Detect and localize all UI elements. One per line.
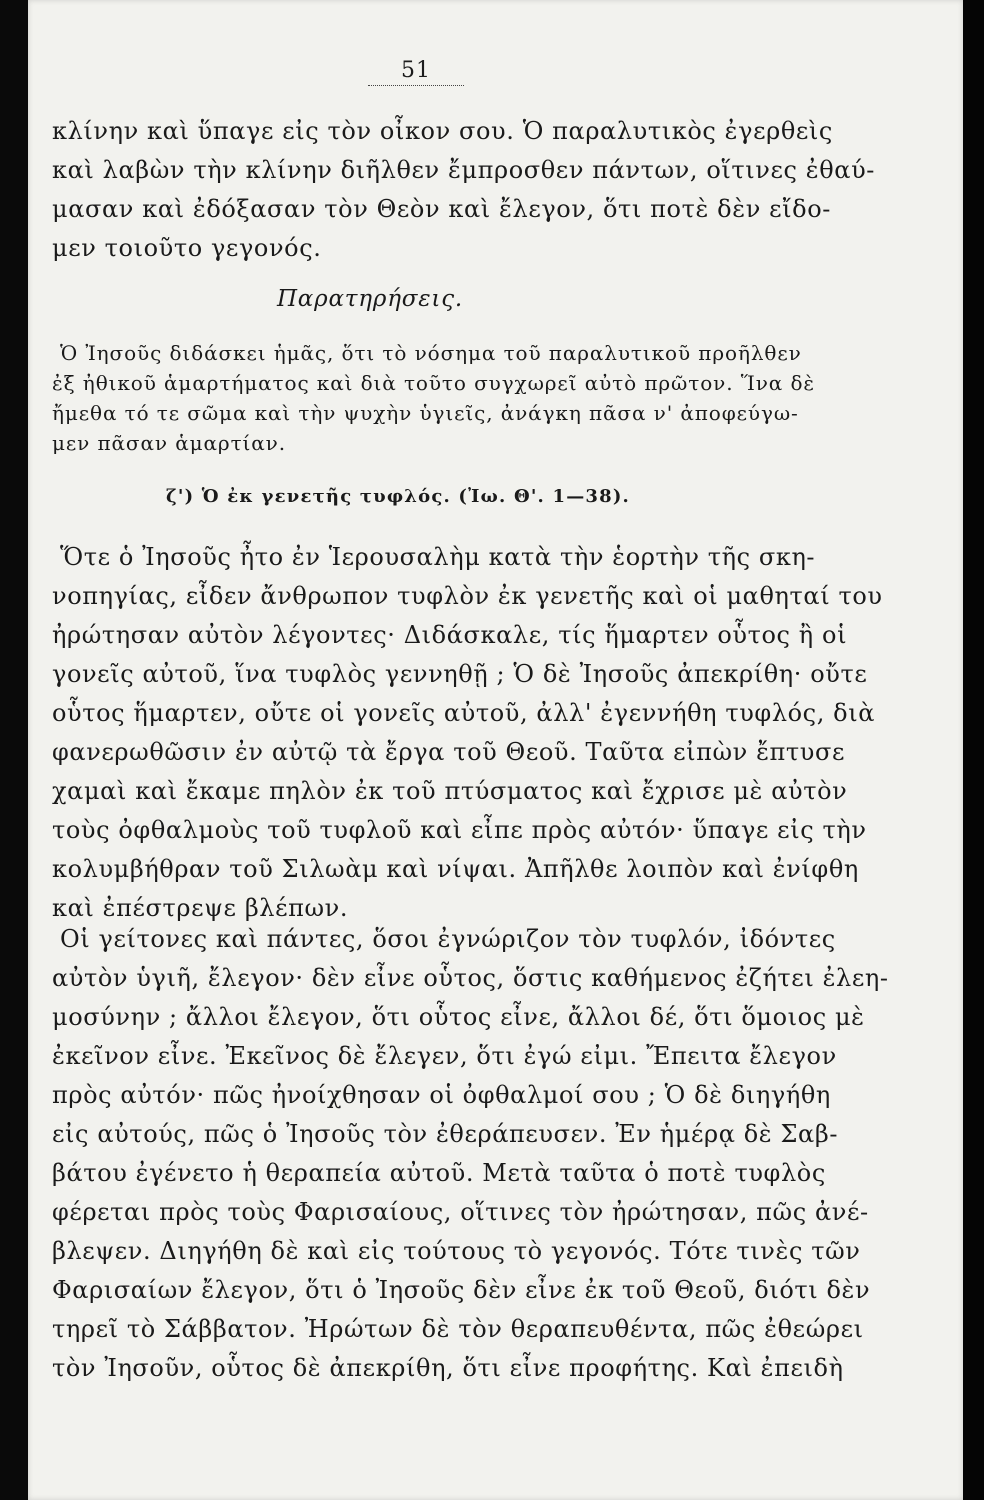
text-line: βλεψεν. Διηγήθη δὲ καὶ εἰς τούτους τὸ γεγονός. Τότε τινὲς τῶν — [52, 1237, 861, 1265]
observations-heading: Παρατηρήσεις. — [276, 286, 464, 312]
text-line: πρὸς αὐτόν· πῶς ἠνοίχθησαν οἱ ὀφθαλμοί σου ; Ὁ δὲ διηγήθη — [52, 1081, 831, 1109]
text-line: ἤμεθα τό τε σῶμα καὶ τὴν ψυχὴν ὑγιεῖς, ἀνάγκη πᾶσα ν' ἀποφεύγω- — [52, 401, 799, 425]
observations-paragraph — [52, 338, 816, 458]
paragraph-2 — [52, 920, 889, 1388]
text-line: Οἱ γείτονες καὶ πάντες, ὅσοι ἐγνώριζον τὸν τυφλόν, ἰδόντες — [60, 925, 836, 953]
text-line: οὗτος ἥμαρτεν, οὔτε οἱ γονεῖς αὐτοῦ, ἀλλ' ἐγεννήθη τυφλός, διὰ — [52, 699, 876, 727]
text-line: καὶ λαβὼν τὴν κλίνην διῆλθεν ἔμπροσθεν πάντων, οἵτινες ἐθαύ- — [52, 156, 875, 184]
paragraph-1 — [52, 538, 883, 928]
text-line: φανερωθῶσιν ἐν αὐτῷ τὰ ἔργα τοῦ Θεοῦ. Ταῦτα εἰπὼν ἔπτυσε — [52, 738, 846, 766]
text-line: ἠρώτησαν αὐτὸν λέγοντες· Διδάσκαλε, τίς ἥμαρτεν οὗτος ἢ οἱ — [52, 621, 848, 649]
text-line: μεν πᾶσαν ἁμαρτίαν. — [52, 431, 286, 455]
text-line: μεν τοιοῦτο γεγονός. — [52, 234, 322, 262]
text-line: αὐτὸν ὑγιῆ, ἔλεγον· δὲν εἶνε οὗτος, ὅστις καθήμενος ἐζήτει ἐλεη- — [52, 964, 889, 992]
text-line: χαμαὶ καὶ ἔκαμε πηλὸν ἐκ τοῦ πτύσματος καὶ ἔχρισε μὲ αὐτὸν — [52, 777, 848, 805]
text-line: κλίνην καὶ ὕπαγε εἰς τὸν οἶκον σου. Ὁ παραλυτικὸς ἐγερθεὶς — [52, 117, 833, 145]
text-line: γονεῖς αὐτοῦ, ἵνα τυφλὸς γεννηθῇ ; Ὁ δὲ Ἰησοῦς ἀπεκρίθη· οὔτε — [52, 660, 868, 688]
text-line: νοπηγίας, εἶδεν ἄνθρωπον τυφλὸν ἐκ γενετῆς καὶ οἱ μαθηταί του — [52, 582, 883, 610]
page-number: 51 — [401, 58, 431, 83]
text-line: κολυμβήθραν τοῦ Σιλωὰμ καὶ νίψαι. Ἀπῆλθε λοιπὸν καὶ ἐνίφθη — [52, 855, 859, 883]
text-line: βάτου ἐγένετο ἡ θεραπεία αὐτοῦ. Μετὰ ταῦτα ὁ ποτὲ τυφλὸς — [52, 1159, 826, 1187]
text-line: τὸν Ἰησοῦν, οὗτος δὲ ἀπεκρίθη, ὅτι εἶνε προφήτης. Καὶ ἐπειδὴ — [52, 1354, 844, 1382]
page-number-rule — [368, 85, 464, 86]
text-line: τηρεῖ τὸ Σάββατον. Ἠρώτων δὲ τὸν θεραπευθέντα, πῶς ἐθεώρει — [52, 1315, 864, 1343]
text-line: καὶ ἐπέστρεψε βλέπων. — [52, 894, 349, 922]
text-line: μασαν καὶ ἐδόξασαν τὸν Θεὸν καὶ ἔλεγον, ὅτι ποτὲ δὲν εἴδο- — [52, 195, 831, 223]
text-line: φέρεται πρὸς τοὺς Φαρισαίους, οἵτινες τὸν ἠρώτησαν, πῶς ἀνέ- — [52, 1198, 869, 1226]
observations-heading-wrap — [250, 286, 490, 312]
page-number-header — [366, 58, 466, 86]
text-line: ἐξ ἠθικοῦ ἁμαρτήματος καὶ διὰ τοῦτο συγχωρεῖ αὐτὸ πρῶτον. Ἵνα δὲ — [52, 371, 816, 395]
section-title: ζ') Ὁ ἐκ γενετῆς τυφλός. (Ἰω. Θ'. 1—38). — [166, 486, 631, 507]
page-edge-shadow — [963, 0, 984, 1500]
text-line: Φαρισαίων ἔλεγον, ὅτι ὁ Ἰησοῦς δὲν εἶνε ἐκ τοῦ Θεοῦ, διότι δὲν — [52, 1276, 871, 1304]
text-line: μοσύνην ; ἄλλοι ἔλεγον, ὅτι οὗτος εἶνε, ἄλλοι δέ, ὅτι ὅμοιος μὲ — [52, 1003, 865, 1031]
text-line: τοὺς ὀφθαλμοὺς τοῦ τυφλοῦ καὶ εἶπε πρὸς αὐτόν· ὕπαγε εἰς τὴν — [52, 816, 867, 844]
text-line: εἰς αὐτούς, πῶς ὁ Ἰησοῦς τὸν ἐθεράπευσεν. Ἐν ἡμέρᾳ δὲ Σαβ- — [52, 1120, 839, 1148]
text-line: Ὅτε ὁ Ἰησοῦς ἦτο ἐν Ἱερουσαλὴμ κατὰ τὴν ἑορτὴν τῆς σκη- — [60, 543, 816, 571]
text-line: Ὁ Ἰησοῦς διδάσκει ἡμᾶς, ὅτι τὸ νόσημα τοῦ παραλυτικοῦ προῆλθεν — [60, 341, 802, 365]
intro-paragraph — [52, 112, 875, 268]
text-line: ἐκεῖνον εἶνε. Ἐκεῖνος δὲ ἔλεγεν, ὅτι ἐγώ εἰμι. Ἔπειτα ἔλεγον — [52, 1042, 837, 1070]
book-spine-shadow — [0, 0, 28, 1500]
